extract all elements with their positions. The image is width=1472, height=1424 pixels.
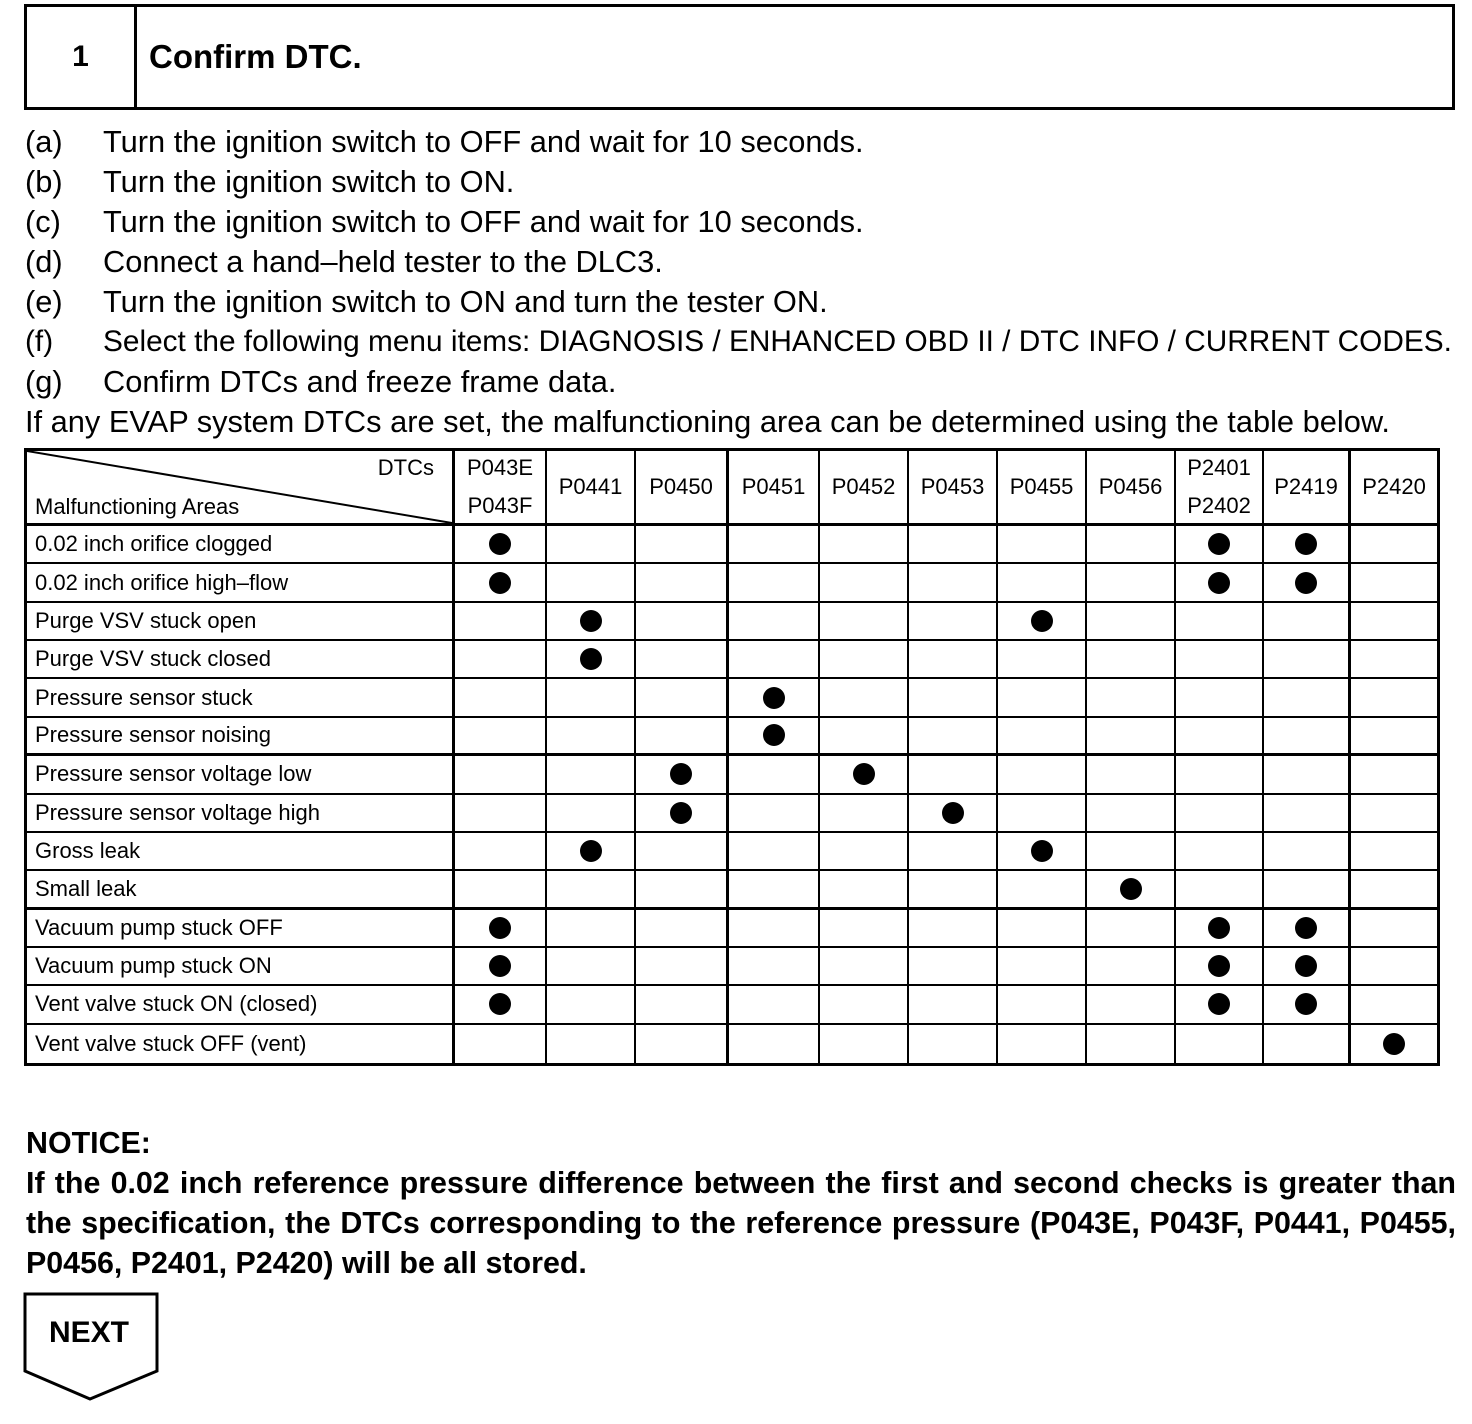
- next-button[interactable]: [22, 1291, 162, 1403]
- table-cell: [998, 564, 1087, 602]
- table-cell: [547, 1025, 636, 1063]
- table-cell: [1087, 986, 1176, 1024]
- table-cell: [1264, 603, 1351, 641]
- table-cell: [455, 526, 547, 564]
- table-cell: [547, 679, 636, 717]
- table-intro-text: If any EVAP system DTCs are set, the malfunctioning area can be determined using the table below.: [25, 404, 1390, 439]
- table-cell: [1087, 679, 1176, 717]
- row-header-cell: [27, 641, 455, 679]
- dtc-code-label: P0451: [741, 474, 806, 499]
- step-title: Confirm DTC.: [149, 38, 362, 75]
- table-cell: [729, 1025, 820, 1063]
- applicable-mark-dot: [670, 802, 692, 824]
- table-cell: [909, 718, 998, 756]
- table-cell: [1351, 871, 1437, 909]
- dtc-code-label: P0456: [1098, 474, 1163, 499]
- dtc-header-p2419: [1264, 451, 1351, 526]
- table-cell: [1176, 564, 1264, 602]
- step-text: Turn the ignition switch to ON and turn the tester ON.: [103, 284, 828, 319]
- step-label: (c): [25, 204, 61, 239]
- table-cell: [1087, 526, 1176, 564]
- procedure-step: [25, 242, 1452, 282]
- table-cell: [909, 526, 998, 564]
- table-cell: [820, 603, 909, 641]
- applicable-mark-dot: [489, 993, 511, 1015]
- table-cell: [1176, 986, 1264, 1024]
- table-cell: [998, 641, 1087, 679]
- dtc-code-label: P0452: [831, 474, 896, 499]
- table-cell: [729, 718, 820, 756]
- table-cell: [636, 564, 729, 602]
- table-cell: [820, 718, 909, 756]
- step-number: 1: [27, 7, 137, 107]
- applicable-mark-dot: [580, 840, 602, 862]
- dtc-header-p043e: [455, 451, 547, 526]
- applicable-mark-dot: [670, 763, 692, 785]
- applicable-mark-dot: [1208, 955, 1230, 977]
- applicable-mark-dot: [763, 724, 785, 746]
- table-cell: [636, 833, 729, 871]
- table-cell: [1351, 718, 1437, 756]
- dtc-malfunction-table: [24, 448, 1440, 1066]
- malfunction-area-label: 0.02 inch orifice high–flow: [35, 569, 289, 595]
- dtc-code-label: P2419: [1274, 474, 1338, 499]
- dtc-code-label: P043E: [466, 455, 534, 480]
- malfunction-area-label: Vent valve stuck ON (closed): [35, 991, 318, 1017]
- table-cell: [547, 871, 636, 909]
- table-cell: [1176, 833, 1264, 871]
- table-cell: [820, 795, 909, 833]
- row-header-cell: [27, 986, 455, 1024]
- table-cell: [636, 718, 729, 756]
- procedure-step: [25, 282, 1452, 322]
- table-cell: [455, 641, 547, 679]
- notice-text-line: If the 0.02 inch reference pressure difference between the first and second checks is greater than: [26, 1166, 1456, 1200]
- table-cell: [729, 756, 820, 794]
- table-cell: [455, 833, 547, 871]
- step-text: Turn the ignition switch to OFF and wait for 10 seconds.: [103, 204, 864, 239]
- table-cell: [820, 564, 909, 602]
- table-cell: [909, 679, 998, 717]
- table-cell: [1176, 526, 1264, 564]
- row-header-cell: [27, 795, 455, 833]
- malfunction-area-label: Pressure sensor voltage low: [35, 761, 312, 787]
- table-cell: [455, 718, 547, 756]
- table-cell: [909, 833, 998, 871]
- table-cell: [547, 910, 636, 948]
- table-cell: [729, 910, 820, 948]
- row-header-cell: [27, 526, 455, 564]
- table-cell: [1176, 795, 1264, 833]
- table-corner-header: [27, 451, 455, 526]
- row-header-cell: [27, 1025, 455, 1063]
- table-cell: [1264, 910, 1351, 948]
- dtc-code-label: P0441: [558, 474, 623, 499]
- malfunction-area-label: Vacuum pump stuck OFF: [35, 914, 283, 940]
- table-cell: [1176, 871, 1264, 909]
- table-cell: [636, 641, 729, 679]
- step-text: Connect a hand–held tester to the DLC3.: [103, 244, 663, 279]
- table-cell: [729, 795, 820, 833]
- applicable-mark-dot: [1208, 572, 1230, 594]
- table-cell: [547, 756, 636, 794]
- table-cell: [455, 910, 547, 948]
- table-cell: [1087, 718, 1176, 756]
- applicable-mark-dot: [1295, 917, 1317, 939]
- malfunction-area-label: Vacuum pump stuck ON: [35, 953, 272, 979]
- table-cell: [820, 948, 909, 986]
- applicable-mark-dot: [1295, 533, 1317, 555]
- table-cell: [729, 679, 820, 717]
- row-header-cell: [27, 756, 455, 794]
- notice-text-line: the specification, the DTCs corresponding to the reference pressure (P043E, P043F, P0441, P0455,: [26, 1206, 1456, 1240]
- procedure-step: [25, 362, 1452, 402]
- malfunction-area-label: Purge VSV stuck closed: [35, 646, 272, 672]
- table-cell: [1264, 756, 1351, 794]
- applicable-mark-dot: [489, 533, 511, 555]
- applicable-mark-dot: [1295, 993, 1317, 1015]
- step-label: (d): [25, 244, 63, 279]
- dtc-code-label: P0450: [649, 474, 713, 499]
- table-cell: [636, 986, 729, 1024]
- table-cell: [547, 718, 636, 756]
- table-cell: [1087, 910, 1176, 948]
- applicable-mark-dot: [1031, 610, 1053, 632]
- applicable-mark-dot: [489, 572, 511, 594]
- table-cell: [1351, 795, 1437, 833]
- table-cell: [909, 986, 998, 1024]
- applicable-mark-dot: [1295, 955, 1317, 977]
- table-cell: [455, 948, 547, 986]
- applicable-mark-dot: [580, 648, 602, 670]
- table-cell: [455, 871, 547, 909]
- table-cell: [909, 603, 998, 641]
- table-cell: [455, 986, 547, 1024]
- table-cell: [1264, 833, 1351, 871]
- dtc-code-label: P2402: [1187, 493, 1251, 518]
- step-text: Select the following menu items: DIAGNOSIS / ENHANCED OBD II / DTC INFO / CURRENT CODES.: [103, 325, 1452, 358]
- table-cell: [729, 871, 820, 909]
- table-cell: [820, 526, 909, 564]
- applicable-mark-dot: [489, 955, 511, 977]
- applicable-mark-dot: [1031, 840, 1053, 862]
- malfunction-area-label: Purge VSV stuck open: [35, 607, 257, 633]
- dtc-header-p0441: [547, 451, 636, 526]
- table-cell: [998, 756, 1087, 794]
- table-cell: [636, 603, 729, 641]
- row-header-cell: [27, 871, 455, 909]
- dtc-header-p0451: [729, 451, 820, 526]
- table-cell: [998, 833, 1087, 871]
- table-cell: [1087, 564, 1176, 602]
- notice-text-line: P0456, P2401, P2420) will be all stored.: [26, 1246, 587, 1280]
- table-cell: [1351, 641, 1437, 679]
- table-cell: [547, 641, 636, 679]
- table-cell: [729, 526, 820, 564]
- table-cell: [1176, 718, 1264, 756]
- table-cell: [1087, 948, 1176, 986]
- row-header-cell: [27, 910, 455, 948]
- dtc-code-label: P0453: [920, 474, 985, 499]
- table-cell: [547, 795, 636, 833]
- applicable-mark-dot: [1208, 917, 1230, 939]
- table-cell: [1087, 603, 1176, 641]
- table-cell: [998, 526, 1087, 564]
- row-header-cell: [27, 564, 455, 602]
- table-cell: [547, 603, 636, 641]
- table-cell: [820, 910, 909, 948]
- table-cell: [998, 948, 1087, 986]
- malfunction-area-label: Pressure sensor noising: [35, 722, 272, 748]
- row-header-cell: [27, 603, 455, 641]
- table-cell: [1087, 641, 1176, 679]
- step-text: Turn the ignition switch to OFF and wait for 10 seconds.: [103, 124, 864, 159]
- table-cell: [636, 910, 729, 948]
- table-cell: [547, 833, 636, 871]
- table-cell: [1264, 871, 1351, 909]
- table-cell: [1176, 948, 1264, 986]
- table-cell: [455, 564, 547, 602]
- table-cell: [998, 910, 1087, 948]
- table-cell: [729, 948, 820, 986]
- applicable-mark-dot: [1295, 572, 1317, 594]
- table-cell: [1351, 948, 1437, 986]
- table-cell: [547, 526, 636, 564]
- table-cell: [998, 986, 1087, 1024]
- table-cell: [1176, 641, 1264, 679]
- dtc-code-label: P2401: [1187, 455, 1251, 480]
- applicable-mark-dot: [763, 687, 785, 709]
- table-cell: [729, 603, 820, 641]
- malfunction-area-label: Gross leak: [35, 838, 141, 864]
- dtc-header-p0456: [1087, 451, 1176, 526]
- table-cell: [1264, 948, 1351, 986]
- table-cell: [1351, 564, 1437, 602]
- table-cell: [636, 679, 729, 717]
- applicable-mark-dot: [1208, 533, 1230, 555]
- table-cell: [547, 986, 636, 1024]
- table-cell: [636, 948, 729, 986]
- procedure-step: [25, 322, 1452, 362]
- table-cell: [1176, 603, 1264, 641]
- step-label: (g): [25, 364, 63, 399]
- table-cell: [636, 795, 729, 833]
- table-cell: [909, 795, 998, 833]
- table-cell: [998, 871, 1087, 909]
- table-cell: [820, 756, 909, 794]
- table-cell: [1264, 641, 1351, 679]
- table-cell: [909, 910, 998, 948]
- step-label: (a): [25, 124, 63, 159]
- table-cell: [455, 1025, 547, 1063]
- step-label: (f): [25, 325, 54, 358]
- dtc-header-p0452: [820, 451, 909, 526]
- table-cell: [636, 526, 729, 564]
- dtc-code-label: P2420: [1362, 474, 1426, 499]
- table-cell: [1264, 986, 1351, 1024]
- table-cell: [1176, 756, 1264, 794]
- table-cell: [1264, 795, 1351, 833]
- table-cell: [820, 833, 909, 871]
- table-cell: [729, 641, 820, 679]
- table-cell: [455, 679, 547, 717]
- step-label: (b): [25, 164, 63, 199]
- table-cell: [820, 1025, 909, 1063]
- table-cell: [820, 986, 909, 1024]
- applicable-mark-dot: [580, 610, 602, 632]
- dtc-header-p0453: [909, 451, 998, 526]
- applicable-mark-dot: [489, 917, 511, 939]
- table-cell: [1176, 679, 1264, 717]
- table-cell: [998, 718, 1087, 756]
- row-header-cell: [27, 833, 455, 871]
- table-cell: [455, 756, 547, 794]
- step-label: (e): [25, 284, 63, 319]
- malfunction-area-label: Small leak: [35, 875, 137, 901]
- table-cell: [547, 948, 636, 986]
- table-cell: [729, 564, 820, 602]
- table-cell: [1351, 526, 1437, 564]
- table-cell: [820, 641, 909, 679]
- table-cell: [729, 833, 820, 871]
- table-cell: [547, 564, 636, 602]
- table-cell: [909, 948, 998, 986]
- table-cell: [1351, 910, 1437, 948]
- step-text: Confirm DTCs and freeze frame data.: [103, 364, 617, 399]
- procedure-step: [25, 122, 1452, 162]
- dtc-code-label: P043F: [467, 493, 533, 518]
- table-cell: [1087, 1025, 1176, 1063]
- applicable-mark-dot: [1120, 878, 1142, 900]
- table-cell: [636, 756, 729, 794]
- row-header-cell: [27, 679, 455, 717]
- row-header-cell: [27, 948, 455, 986]
- dtc-header-p2420: [1351, 451, 1437, 526]
- table-cell: [998, 679, 1087, 717]
- malfunction-axis-label: Malfunctioning Areas: [35, 494, 240, 519]
- dtc-axis-label: DTCs: [377, 455, 434, 480]
- table-cell: [820, 679, 909, 717]
- table-cell: [1264, 564, 1351, 602]
- table-cell: [636, 871, 729, 909]
- table-cell: [1351, 1025, 1437, 1063]
- table-cell: [1087, 795, 1176, 833]
- table-cell: [909, 756, 998, 794]
- procedure-steps: [25, 122, 1452, 402]
- dtc-header-p0455: [998, 451, 1087, 526]
- malfunction-area-label: Vent valve stuck OFF (vent): [35, 1030, 307, 1056]
- table-cell: [636, 1025, 729, 1063]
- table-cell: [909, 641, 998, 679]
- next-label: NEXT: [48, 1316, 129, 1349]
- table-cell: [1351, 603, 1437, 641]
- table-cell: [1264, 718, 1351, 756]
- applicable-mark-dot: [1383, 1033, 1405, 1055]
- table-cell: [1087, 756, 1176, 794]
- row-header-cell: [27, 718, 455, 756]
- table-cell: [909, 1025, 998, 1063]
- table-cell: [1087, 871, 1176, 909]
- procedure-step: [25, 202, 1452, 242]
- table-cell: [1176, 1025, 1264, 1063]
- table-cell: [998, 795, 1087, 833]
- step-text: Turn the ignition switch to ON.: [103, 164, 515, 199]
- table-cell: [1351, 986, 1437, 1024]
- dtc-header-p2401: [1176, 451, 1264, 526]
- applicable-mark-dot: [1208, 993, 1230, 1015]
- notice-block: [26, 1123, 1456, 1283]
- table-cell: [1351, 833, 1437, 871]
- malfunction-area-label: 0.02 inch orifice clogged: [35, 531, 273, 557]
- table-cell: [1176, 910, 1264, 948]
- table-cell: [1264, 1025, 1351, 1063]
- table-cell: [998, 1025, 1087, 1063]
- table-cell: [455, 795, 547, 833]
- dtc-code-label: P0455: [1009, 474, 1074, 499]
- table-cell: [1351, 679, 1437, 717]
- notice-heading: NOTICE:: [26, 1126, 151, 1160]
- table-cell: [998, 603, 1087, 641]
- table-cell: [1087, 833, 1176, 871]
- table-cell: [820, 871, 909, 909]
- table-cell: [455, 603, 547, 641]
- table-cell: [1264, 526, 1351, 564]
- table-cell: [1264, 679, 1351, 717]
- step-header: [24, 4, 1455, 110]
- table-cell: [909, 564, 998, 602]
- procedure-step: [25, 162, 1452, 202]
- table-cell: [729, 986, 820, 1024]
- table-cell: [909, 871, 998, 909]
- malfunction-area-label: Pressure sensor voltage high: [35, 799, 320, 825]
- applicable-mark-dot: [942, 802, 964, 824]
- dtc-header-p0450: [636, 451, 729, 526]
- malfunction-area-label: Pressure sensor stuck: [35, 684, 253, 710]
- table-cell: [1351, 756, 1437, 794]
- applicable-mark-dot: [853, 763, 875, 785]
